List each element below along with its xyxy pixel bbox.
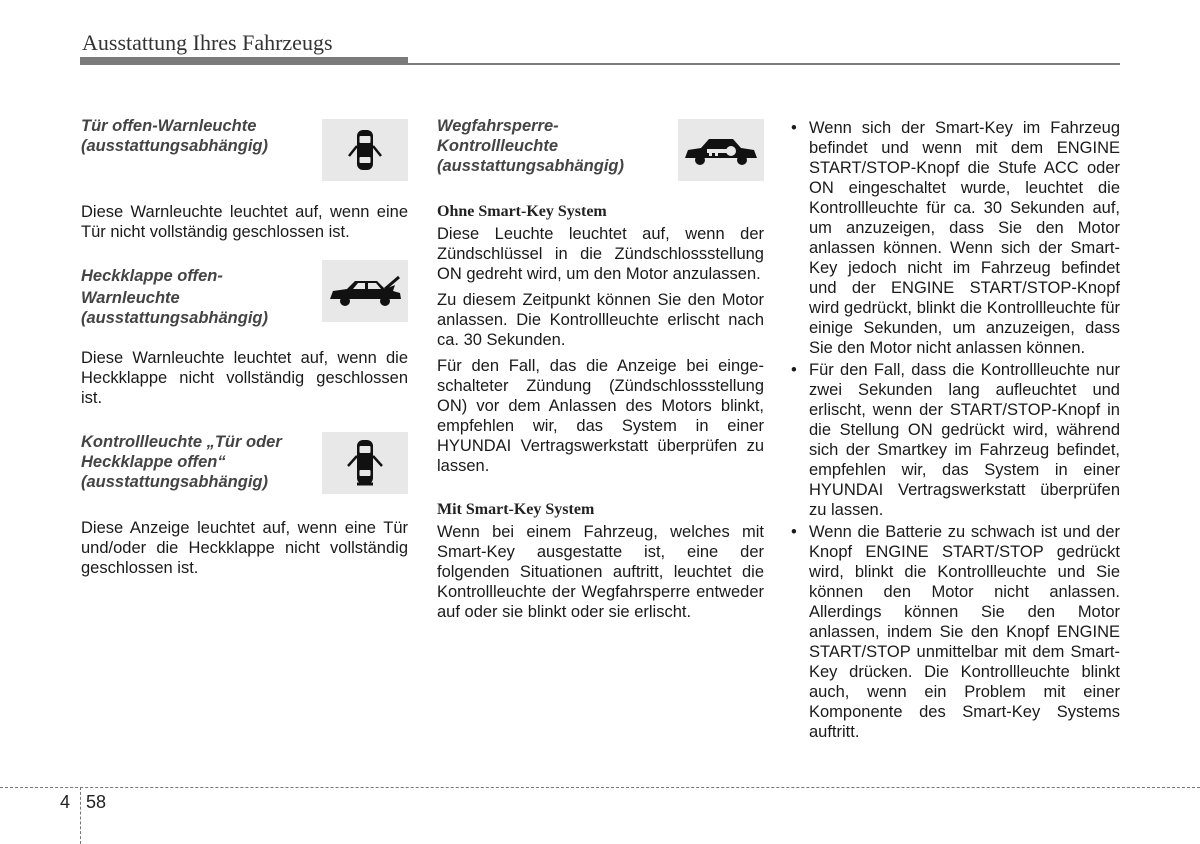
bullet-icon: • bbox=[791, 361, 797, 379]
no-smartkey-subhead: Ohne Smart-Key System bbox=[437, 203, 607, 220]
column-left bbox=[81, 116, 408, 578]
door-trunk-open-indicator-icon bbox=[322, 432, 408, 494]
header-rule-thick bbox=[80, 57, 408, 65]
list-item bbox=[790, 118, 1120, 358]
door-warning-section bbox=[81, 116, 408, 202]
list-item-text: Wenn sich der Smart-Key im Fahrzeug befindet und wenn mit dem ENGINE START/STOP-Knopf die Stufe ACC oder ON eingeschaltet wurde, leuchtet die Kontrollleuchte für ca. 30 Sekunden auf, um anzuzeigen, dass Sie den Motor anlassen können. Wenn sich der Smart-Key jedoch nicht im Fahrzeug befindet und der ENGINE START/STOP-Knopf wird gedrückt, blinkt die Kontrollleuchte für einige Sekunden, um anzuzeigen, dass Sie den Motor nicht anlassen können. bbox=[809, 119, 1120, 357]
bullet-icon: • bbox=[791, 119, 797, 137]
smartkey-paragraph-1: Wenn bei einem Fahrzeug, welches mit Smart-Key ausgestatte ist, eine der folgenden Situationen auftritt, leuchtet die Kontrollleuchte der Wegfahrsperre entweder auf oder sie blinkt oder sie erlischt. bbox=[437, 523, 764, 621]
no-smartkey-paragraph-2: Zu diesem Zeitpunkt können Sie den Motor anlassen. Die Kontrollleuchte erlischt nach ca. 30 Sekunden. bbox=[437, 291, 764, 349]
no-smartkey-paragraph-1: Diese Leuchte leuchtet auf, wenn der Zündschlüssel in die Zündschlossstellung ON gedreht wird, um den Motor anzulassen. bbox=[437, 225, 764, 283]
smartkey-subhead: Mit Smart-Key System bbox=[437, 501, 595, 518]
trunk-warning-section bbox=[81, 266, 408, 348]
list-item bbox=[790, 522, 1120, 742]
door-trunk-indicator-heading: Kontrollleuchte „Tür oder Heckklappe offen“ (ausstattungsabhängig) bbox=[81, 433, 282, 491]
column-middle bbox=[437, 116, 764, 622]
page-number: 58 bbox=[86, 792, 107, 812]
list-item-text: Wenn die Batterie zu schwach ist und der Knopf ENGINE START/STOP gedrückt wird, blinkt die Kontrollleuchte und Sie können den Motor nicht anlassen. Allerdings können Sie den Motor anlassen, indem Sie den Knopf ENGINE START/STOP unmittelbar mit dem Smart-Key drücken. Die Kontrollleuchte blinkt auch, wenn ein Problem mit einer Komponente des Smart-Key Systems auftritt. bbox=[809, 523, 1120, 741]
trunk-warning-heading-line2: Warnleuchte (ausstattungsabhängig) bbox=[81, 289, 269, 327]
footer-divider bbox=[80, 787, 81, 844]
footer-rule bbox=[0, 787, 1200, 788]
bullet-icon: • bbox=[791, 523, 797, 541]
door-trunk-indicator-section bbox=[81, 432, 408, 518]
door-warning-heading: Tür offen-Warnleuchte (ausstattungsabhängig) bbox=[81, 117, 269, 155]
trunk-warning-text: Diese Warnleuchte leuchtet auf, wenn die Heckklappe nicht vollständig geschlossen ist. bbox=[81, 349, 408, 407]
immobilizer-section bbox=[437, 116, 764, 202]
door-open-warning-icon bbox=[322, 119, 408, 181]
immobilizer-heading: Wegfahrsperre-Kontrollleuchte (ausstattungsabhängig) bbox=[437, 117, 625, 175]
no-smartkey-paragraph-3: Für den Fall, das die Anzeige bei eingeschalteter Zündung (Zündschlossstellung ON) vor dem Anlassen des Motors blinkt, empfehlen wir, das System in einer HYUNDAI Vertragswerkstatt überprüfen zu lassen. bbox=[437, 357, 764, 475]
smartkey-bullet-list bbox=[790, 118, 1120, 742]
trunk-warning-heading-line1: Heckklappe offen- bbox=[81, 267, 223, 285]
list-item bbox=[790, 360, 1120, 520]
door-warning-text: Diese Warnleuchte leuchtet auf, wenn eine Tür nicht vollständig geschlossen ist. bbox=[81, 203, 408, 241]
header-rule-thin bbox=[408, 63, 1120, 65]
door-trunk-indicator-text: Diese Anzeige leuchtet auf, wenn eine Tür und/oder die Heckklappe nicht vollständig geschlossen ist. bbox=[81, 519, 408, 577]
trunk-open-warning-icon bbox=[322, 260, 408, 322]
page-header-title: Ausstattung Ihres Fahrzeugs bbox=[82, 30, 333, 55]
list-item-text: Für den Fall, dass die Kontrollleuchte nur zwei Sekunden lang aufleuchtet und erlischt, wenn der START/STOP-Knopf in die Stellung ON gedrückt wird, während sich der Smartkey im Fahrzeug befindet, empfehlen wir, das System in einer HYUNDAI Vertragswerkstatt überprüfen zu lassen. bbox=[809, 361, 1120, 519]
column-right bbox=[790, 118, 1120, 744]
chapter-number: 4 bbox=[60, 792, 71, 812]
immobilizer-icon bbox=[678, 119, 764, 181]
